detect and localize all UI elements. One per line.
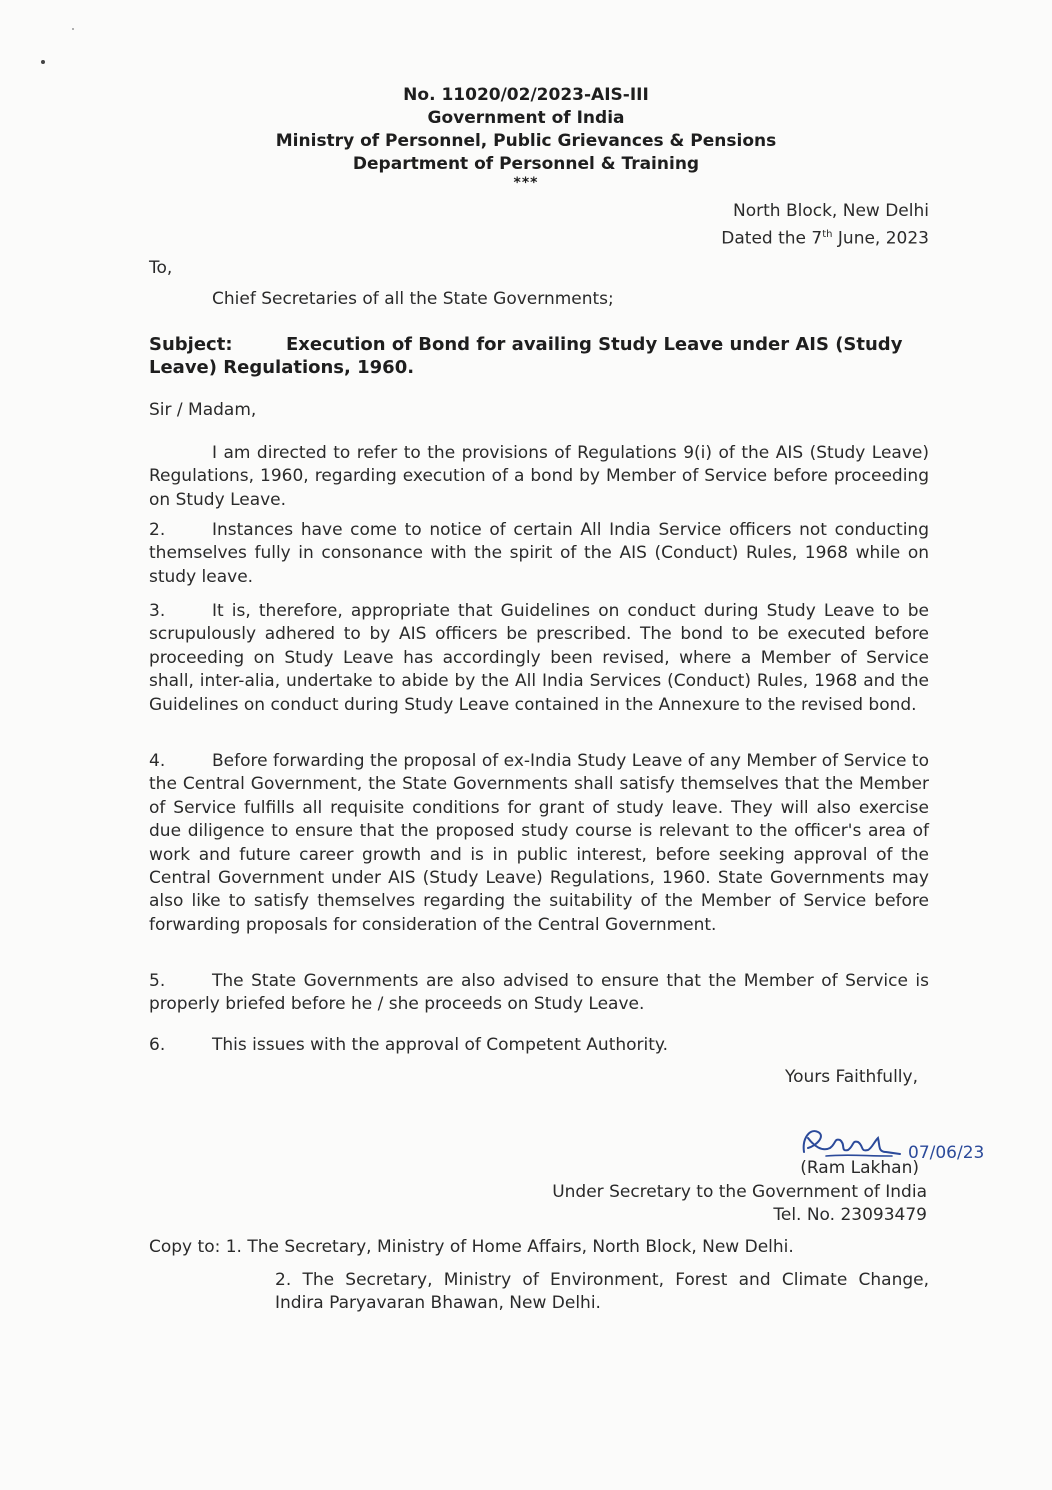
telephone: Tel. No. 23093479 [773, 1205, 927, 1225]
copy-to-item-1: 1. The Secretary, Ministry of Home Affairs, North Block, New Delhi. [225, 1237, 794, 1257]
paragraph-6: 6. This issues with the approval of Competent Authority. [149, 1035, 668, 1055]
separator-stars: *** [513, 175, 539, 191]
addressee: Chief Secretaries of all the State Governments; [212, 289, 614, 309]
subject-label: Subject: [149, 334, 233, 355]
closing: Yours Faithfully, [784, 1067, 918, 1087]
designation: Under Secretary to the Government of India [552, 1182, 927, 1202]
signatory-name: (Ram Lakhan) [800, 1158, 919, 1178]
location: North Block, New Delhi [733, 201, 929, 221]
scan-speck [41, 60, 45, 64]
reference-number: No. 11020/02/2023-AIS-III [403, 85, 649, 105]
copy-to-item-2: 2. The Secretary, Ministry of Environment, Forest and Climate Change, Indira Paryavaran Bhawan, New Delhi. [275, 1270, 929, 1313]
place-and-date [721, 200, 929, 251]
copy-to-line [149, 1237, 794, 1257]
paragraph-1: I am directed to refer to the provisions of Regulations 9(i) of the AIS (Study Leave) Regulations, 1960, regarding execution of a bond by Member of Service before proceeding on Study Leave. [149, 443, 929, 510]
scan-speck [72, 28, 74, 30]
government-name: Government of India [427, 108, 625, 128]
subject-line [149, 333, 929, 379]
ministry-name: Ministry of Personnel, Public Grievances & Pensions [275, 131, 777, 151]
date-line: Dated the 7th June, 2023 [721, 228, 929, 249]
to-label: To, [149, 258, 173, 278]
paragraph-3: 3. It is, therefore, appropriate that Guidelines on conduct during Study Leave to be scrupulously adhered to by AIS officers be prescribed. The bond to be executed before proceeding on Study Leave has accordingly been revised, where a Member of Service shall, inter-alia, undertake to abide by the All India Services (Conduct) Rules, 1968 and the Guidelines on conduct during Study Leave contained in the Annexure to the revised bond. [149, 601, 929, 715]
signature-date: 07/06/23 [908, 1143, 985, 1163]
letter-header [0, 84, 1052, 190]
copy-to-label: Copy to: [149, 1237, 221, 1257]
salutation: Sir / Madam, [149, 400, 257, 420]
department-name: Department of Personnel & Training [352, 154, 700, 174]
paragraph-2: 2. Instances have come to notice of certain All India Service officers not conducting themselves fully in consonance with the spirit of the AIS (Conduct) Rules, 1968 while on study leave. [149, 520, 929, 587]
signatory-designation-block [552, 1181, 927, 1227]
paragraph-4: 4. Before forwarding the proposal of ex-India Study Leave of any Member of Service to the Central Government, the State Governments shall satisfy themselves that the Member of Service fulfills all requisite conditions for grant of study leave. They will also exercise due diligence to ensure that the proposed study course is relevant to the officer's area of work and future career growth and is in public interest, before seeking approval of the Central Government under AIS (Study Leave) Regulations, 1960. State Governments may also like to satisfy themselves regarding the suitability of the Member of Service before forwarding proposals for consideration of the Central Government. [149, 751, 929, 935]
subject-text: Execution of Bond for availing Study Leave under AIS (Study Leave) Regulations, 1960. [149, 334, 903, 378]
paragraph-5: 5. The State Governments are also advised to ensure that the Member of Service is properly briefed before he / she proceeds on Study Leave. [149, 971, 929, 1015]
